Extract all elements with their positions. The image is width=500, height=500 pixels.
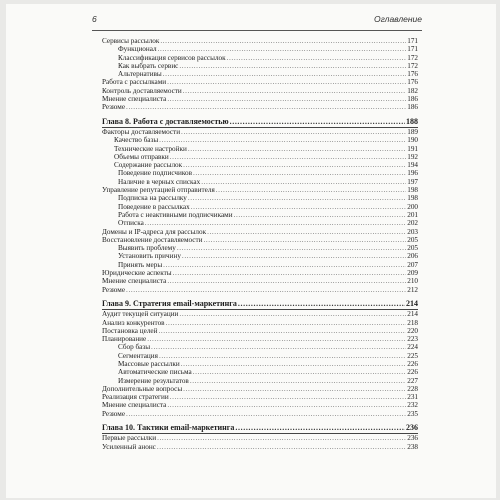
toc-entry-title: Глава 8. Работа с доставляемостью (102, 116, 229, 126)
dot-leader (166, 319, 407, 327)
dot-leader (207, 228, 406, 236)
toc-entry[interactable] (102, 368, 418, 376)
toc-entry-title: Восстановление доставляемости (102, 235, 203, 244)
dot-leader (167, 95, 406, 103)
toc-entry-title: Постановка целей (102, 326, 158, 335)
toc-entry[interactable] (102, 103, 418, 111)
dot-leader (238, 300, 405, 308)
dot-leader (159, 136, 406, 144)
toc-entry-page: 194 (407, 161, 418, 170)
toc-entry[interactable] (102, 128, 418, 136)
dot-leader (181, 360, 407, 368)
toc-entry-title: Отписка (118, 219, 144, 228)
toc-entry-title: Резюме (102, 285, 126, 294)
dot-leader (188, 194, 406, 202)
toc-entry-page: 172 (407, 61, 418, 70)
toc-entry-title: Мнение специалиста (102, 277, 167, 286)
chapter-heading[interactable] (102, 424, 418, 432)
dot-leader (181, 128, 406, 136)
dot-leader (173, 269, 407, 277)
toc-entry-page: 238 (407, 442, 418, 451)
toc-entry-title: Глава 10. Тактики email-маркетинга (102, 423, 235, 433)
dot-leader (147, 335, 406, 343)
toc-entry[interactable] (102, 352, 418, 360)
toc-entry-page: 201 (407, 210, 418, 219)
toc-entry[interactable] (102, 385, 418, 393)
toc-entry-page: 225 (407, 351, 418, 360)
toc-entry-page: 209 (407, 269, 418, 278)
toc-entry[interactable] (102, 277, 418, 285)
toc-entry-page: 212 (407, 285, 418, 294)
toc-entry[interactable] (102, 169, 418, 177)
dot-leader (193, 368, 406, 376)
toc-entry[interactable] (102, 393, 418, 401)
toc-entry[interactable] (102, 136, 418, 144)
toc-entry-title: Как выбрать сервис (118, 61, 179, 70)
toc-entry-title: Реализация стратегии (102, 393, 169, 402)
toc-entry-page: 196 (407, 169, 418, 178)
dot-leader (167, 277, 406, 285)
toc-entry[interactable] (102, 78, 418, 86)
toc-entry-page: 218 (407, 318, 418, 327)
toc-entry[interactable] (102, 186, 418, 194)
toc-entry[interactable] (102, 161, 418, 169)
toc-entry-title: Управление репутацией отправителя (102, 186, 215, 195)
toc-entry-page: 197 (407, 177, 418, 186)
toc-entry[interactable] (102, 244, 418, 252)
dot-leader (227, 54, 407, 62)
toc-entry[interactable] (102, 286, 418, 294)
toc-entry-title: Усиленный анонс (102, 442, 156, 451)
toc-entry[interactable] (102, 360, 418, 368)
toc-entry-title: Поведение подписчиков (118, 169, 192, 178)
toc-entry-title: Содержание рассылок (114, 161, 183, 170)
toc-entry-title: Работа с рассылками (102, 78, 167, 87)
dot-leader (191, 203, 407, 211)
toc-entry-page: 171 (407, 37, 418, 45)
dot-leader (179, 310, 406, 318)
toc-entry[interactable] (102, 377, 418, 385)
toc-entry-page: 231 (407, 393, 418, 402)
toc-entry-page: 182 (407, 86, 418, 95)
dot-leader (158, 327, 406, 335)
toc-entry-page: 198 (407, 186, 418, 195)
dot-leader (177, 244, 406, 252)
toc-entry-page: 186 (407, 95, 418, 104)
running-title: Оглавление (373, 14, 422, 24)
toc-entry[interactable] (102, 252, 418, 260)
toc-entry-page: 220 (407, 326, 418, 335)
toc-entry-page: 226 (407, 368, 418, 377)
toc-entry[interactable] (102, 335, 418, 343)
toc-entry-title: Дополнительные вопросы (102, 384, 183, 393)
dot-leader (170, 153, 406, 161)
dot-leader (163, 70, 406, 78)
dot-leader (151, 343, 406, 351)
toc-entry[interactable] (102, 434, 418, 442)
toc-entry[interactable] (102, 45, 418, 53)
dot-leader (145, 219, 406, 227)
toc-entry[interactable] (102, 70, 418, 78)
toc-entry[interactable] (102, 95, 418, 103)
book-page (6, 4, 496, 498)
dot-leader (167, 78, 406, 86)
toc-entry-title: Факторы доставляемости (102, 127, 181, 136)
header-rule (92, 30, 422, 31)
dot-leader (163, 261, 406, 269)
toc-entry-page: 190 (407, 136, 418, 145)
dot-leader (157, 434, 406, 442)
dot-leader (188, 145, 406, 153)
toc-entry-page: 203 (407, 227, 418, 236)
dot-leader (158, 45, 407, 53)
toc-entry-title: Подписка на рассылку (118, 194, 187, 203)
toc-entry-page: 223 (407, 335, 418, 344)
toc-entry[interactable] (102, 327, 418, 335)
toc-entry-title: Автоматические письма (118, 368, 192, 377)
toc-entry[interactable] (102, 261, 418, 269)
toc-entry-title: Установить причину (118, 252, 181, 261)
toc-entry-title: Поведение в рассылках (118, 202, 190, 211)
toc-entry-title: Контроль доставляемости (102, 86, 182, 95)
table-of-contents (102, 37, 418, 451)
toc-entry-page: 189 (407, 127, 418, 136)
toc-entry-title: Анализ конкурентов (102, 318, 165, 327)
toc-entry-title: Функционал (118, 45, 157, 54)
dot-leader (183, 87, 406, 95)
dot-leader (183, 161, 406, 169)
dot-leader (160, 37, 406, 45)
toc-entry-page: 188 (406, 116, 418, 126)
toc-entry-title: Юридические аспекты (102, 269, 172, 278)
toc-entry-title: Сбор базы (118, 343, 151, 352)
toc-entry-title: Массовые рассылки (118, 359, 180, 368)
dot-leader (201, 178, 406, 186)
toc-entry-title: Сервисы рассылок (102, 37, 160, 45)
toc-entry-title: Выявить проблему (118, 244, 176, 253)
toc-entry-page: 232 (407, 401, 418, 410)
toc-entry-page: 176 (407, 78, 418, 87)
toc-entry[interactable] (102, 54, 418, 62)
dot-leader (235, 424, 405, 432)
toc-entry[interactable] (102, 62, 418, 70)
toc-entry-title: Домены и IP-адреса для рассылок (102, 227, 207, 236)
toc-entry-page: 186 (407, 103, 418, 112)
toc-entry[interactable] (102, 410, 418, 418)
dot-leader (126, 410, 406, 418)
toc-entry[interactable] (102, 153, 418, 161)
toc-entry-page: 206 (407, 252, 418, 261)
toc-entry-page: 236 (406, 423, 418, 433)
toc-entry-page: 214 (407, 310, 418, 319)
toc-entry-page: 192 (407, 152, 418, 161)
dot-leader (157, 443, 406, 451)
dot-leader (230, 118, 405, 126)
toc-entry[interactable] (102, 310, 418, 318)
dot-leader (234, 211, 407, 219)
toc-entry-title: Планирование (102, 335, 147, 344)
dot-leader (167, 401, 406, 409)
toc-entry-page: 214 (406, 298, 418, 308)
toc-entry-title: Резюме (102, 103, 126, 112)
toc-entry-title: Альтернативы (118, 70, 162, 79)
toc-entry[interactable] (102, 401, 418, 409)
toc-entry-title: Резюме (102, 409, 126, 418)
chapter-heading[interactable] (102, 300, 418, 308)
toc-entry-title: Первые рассылки (102, 434, 157, 443)
toc-entry-page: 198 (407, 194, 418, 203)
toc-entry[interactable] (102, 178, 418, 186)
dot-leader (182, 252, 406, 260)
dot-leader (179, 62, 406, 70)
toc-entry[interactable] (102, 319, 418, 327)
toc-entry-page: 205 (407, 244, 418, 253)
toc-entry[interactable] (102, 443, 418, 451)
toc-entry-page: 191 (407, 144, 418, 153)
toc-entry[interactable] (102, 228, 418, 236)
toc-entry-title: Наличие в черных списках (118, 177, 201, 186)
dot-leader (190, 377, 406, 385)
toc-entry-title: Мнение специалиста (102, 401, 167, 410)
toc-entry-page: 236 (407, 434, 418, 443)
toc-entry-title: Принять меры (118, 260, 163, 269)
toc-entry-page: 171 (407, 45, 418, 54)
dot-leader (203, 236, 406, 244)
dot-leader (126, 286, 406, 294)
toc-entry-page: 224 (407, 343, 418, 352)
toc-entry-page: 207 (407, 260, 418, 269)
dot-leader (126, 103, 406, 111)
toc-entry[interactable] (102, 37, 418, 45)
toc-entry-title: Классификация сервисов рассылок (118, 53, 226, 62)
dot-leader (170, 393, 407, 401)
toc-entry[interactable] (102, 194, 418, 202)
toc-entry-page: 227 (407, 376, 418, 385)
dot-leader (216, 186, 406, 194)
toc-entry[interactable] (102, 145, 418, 153)
toc-entry-page: 176 (407, 70, 418, 79)
toc-entry[interactable] (102, 236, 418, 244)
toc-entry-page: 228 (407, 384, 418, 393)
toc-entry-title: Работа с неактивными подписчиками (118, 210, 233, 219)
toc-entry[interactable] (102, 219, 418, 227)
toc-entry[interactable] (102, 203, 418, 211)
toc-entry-title: Измерение результатов (118, 376, 189, 385)
toc-entry-title: Сегментация (118, 351, 158, 360)
dot-leader (193, 169, 406, 177)
toc-entry-page: 235 (407, 409, 418, 418)
chapter-heading[interactable] (102, 118, 418, 126)
toc-entry-page: 210 (407, 277, 418, 286)
toc-entry-title: Мнение специалиста (102, 95, 167, 104)
toc-entry[interactable] (102, 87, 418, 95)
dot-leader (159, 352, 406, 360)
dot-leader (183, 385, 406, 393)
toc-entry[interactable] (102, 211, 418, 219)
page-number: 6 (92, 14, 97, 24)
toc-entry-page: 172 (407, 53, 418, 62)
toc-entry-title: Качество базы (114, 136, 159, 145)
toc-entry-page: 202 (407, 219, 418, 228)
toc-entry-title: Глава 9. Стратегия email-маркетинга (102, 298, 237, 308)
toc-entry[interactable] (102, 343, 418, 351)
toc-entry-title: Объемы отправки (114, 152, 169, 161)
toc-entry-title: Технические настройки (114, 144, 187, 153)
toc-entry[interactable] (102, 269, 418, 277)
toc-entry-page: 205 (407, 235, 418, 244)
toc-entry-title: Аудит текущей ситуации (102, 310, 179, 319)
running-head (92, 14, 422, 28)
toc-entry-page: 200 (407, 202, 418, 211)
toc-entry-page: 226 (407, 359, 418, 368)
